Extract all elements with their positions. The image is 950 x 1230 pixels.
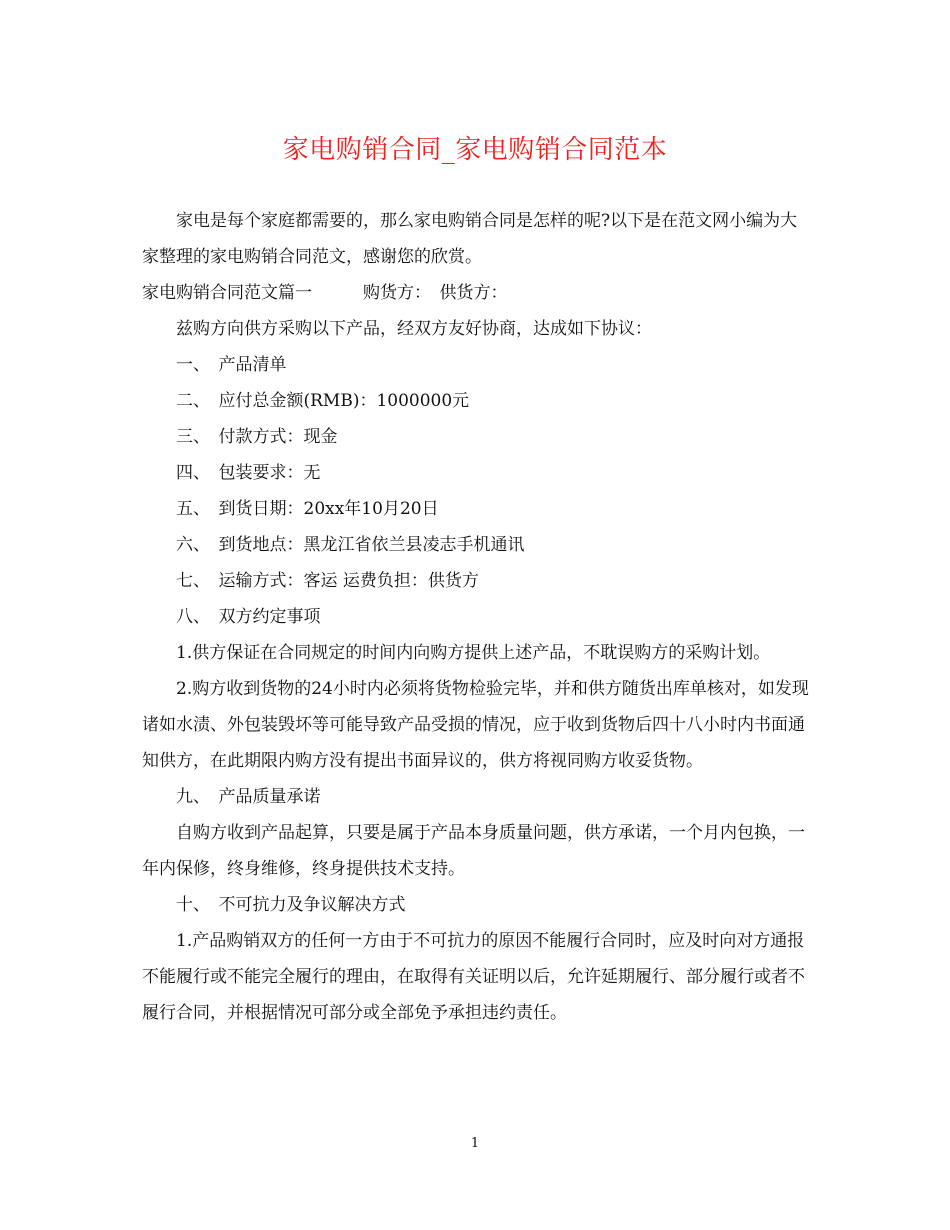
page-number: 1 bbox=[470, 1136, 480, 1151]
agreement-intro: 兹购方向供方采购以下产品，经双方友好协商，达成如下协议： bbox=[176, 319, 652, 339]
clause-4-packaging: 四、 包装要求：无 bbox=[176, 463, 321, 483]
clause-10-item-1: 1.产品购销双方的任何一方由于不可抗力的原因不能履行合同时，应及时向对方通报不能履行或不能完全履行的理由，在取得有关证明以后，允许延期履行、部分履行或者不履行合同，并根据情况可部分或全部免予承担违约责任。 bbox=[142, 931, 805, 1023]
document-title: 家电购销合同_家电购销合同范本 bbox=[282, 135, 668, 165]
clause-8-heading: 八、 双方约定事项 bbox=[176, 607, 321, 627]
document-body bbox=[142, 203, 814, 1031]
clause-8-item-2: 2.购方收到货物的24小时内必须将货物检验完毕，并和供方随货出库单核对，如发现诸如水渍、外包装毁坏等可能导致产品受损的情况，应于收到货物后四十八小时内书面通知供方，在此期限内购方没有提出书面异议的，供方将视同购方收妥货物。 bbox=[142, 679, 809, 771]
contract-heading-line: 家电购销合同范文篇一 购货方： 供货方： bbox=[142, 283, 508, 303]
intro-paragraph: 家电是每个家庭都需要的，那么家电购销合同是怎样的呢?以下是在范文网小编为大家整理的家电购销合同范文，感谢您的欣赏。 bbox=[142, 211, 798, 267]
clause-6-delivery-location: 六、 到货地点：黑龙江省依兰县凌志手机通讯 bbox=[176, 535, 525, 555]
clause-1-product-list: 一、 产品清单 bbox=[176, 355, 287, 375]
clause-9-body: 自购方收到产品起算，只要是属于产品本身质量问题，供方承诺，一个月内包换，一年内保修，终身维修，终身提供技术支持。 bbox=[142, 823, 805, 879]
clause-7-transport: 七、 运输方式：客运 运费负担：供货方 bbox=[176, 571, 479, 591]
clause-2-total-amount: 二、 应付总金额(RMB)：1000000元 bbox=[176, 391, 470, 411]
clause-5-delivery-date: 五、 到货日期：20xx年10月20日 bbox=[176, 499, 439, 519]
clause-10-heading: 十、 不可抗力及争议解决方式 bbox=[176, 895, 406, 915]
clause-9-heading: 九、 产品质量承诺 bbox=[176, 787, 321, 807]
clause-3-payment-method: 三、 付款方式：现金 bbox=[176, 427, 338, 447]
clause-8-item-1: 1.供方保证在合同规定的时间内向购方提供上述产品，不耽误购方的采购计划。 bbox=[176, 643, 771, 663]
